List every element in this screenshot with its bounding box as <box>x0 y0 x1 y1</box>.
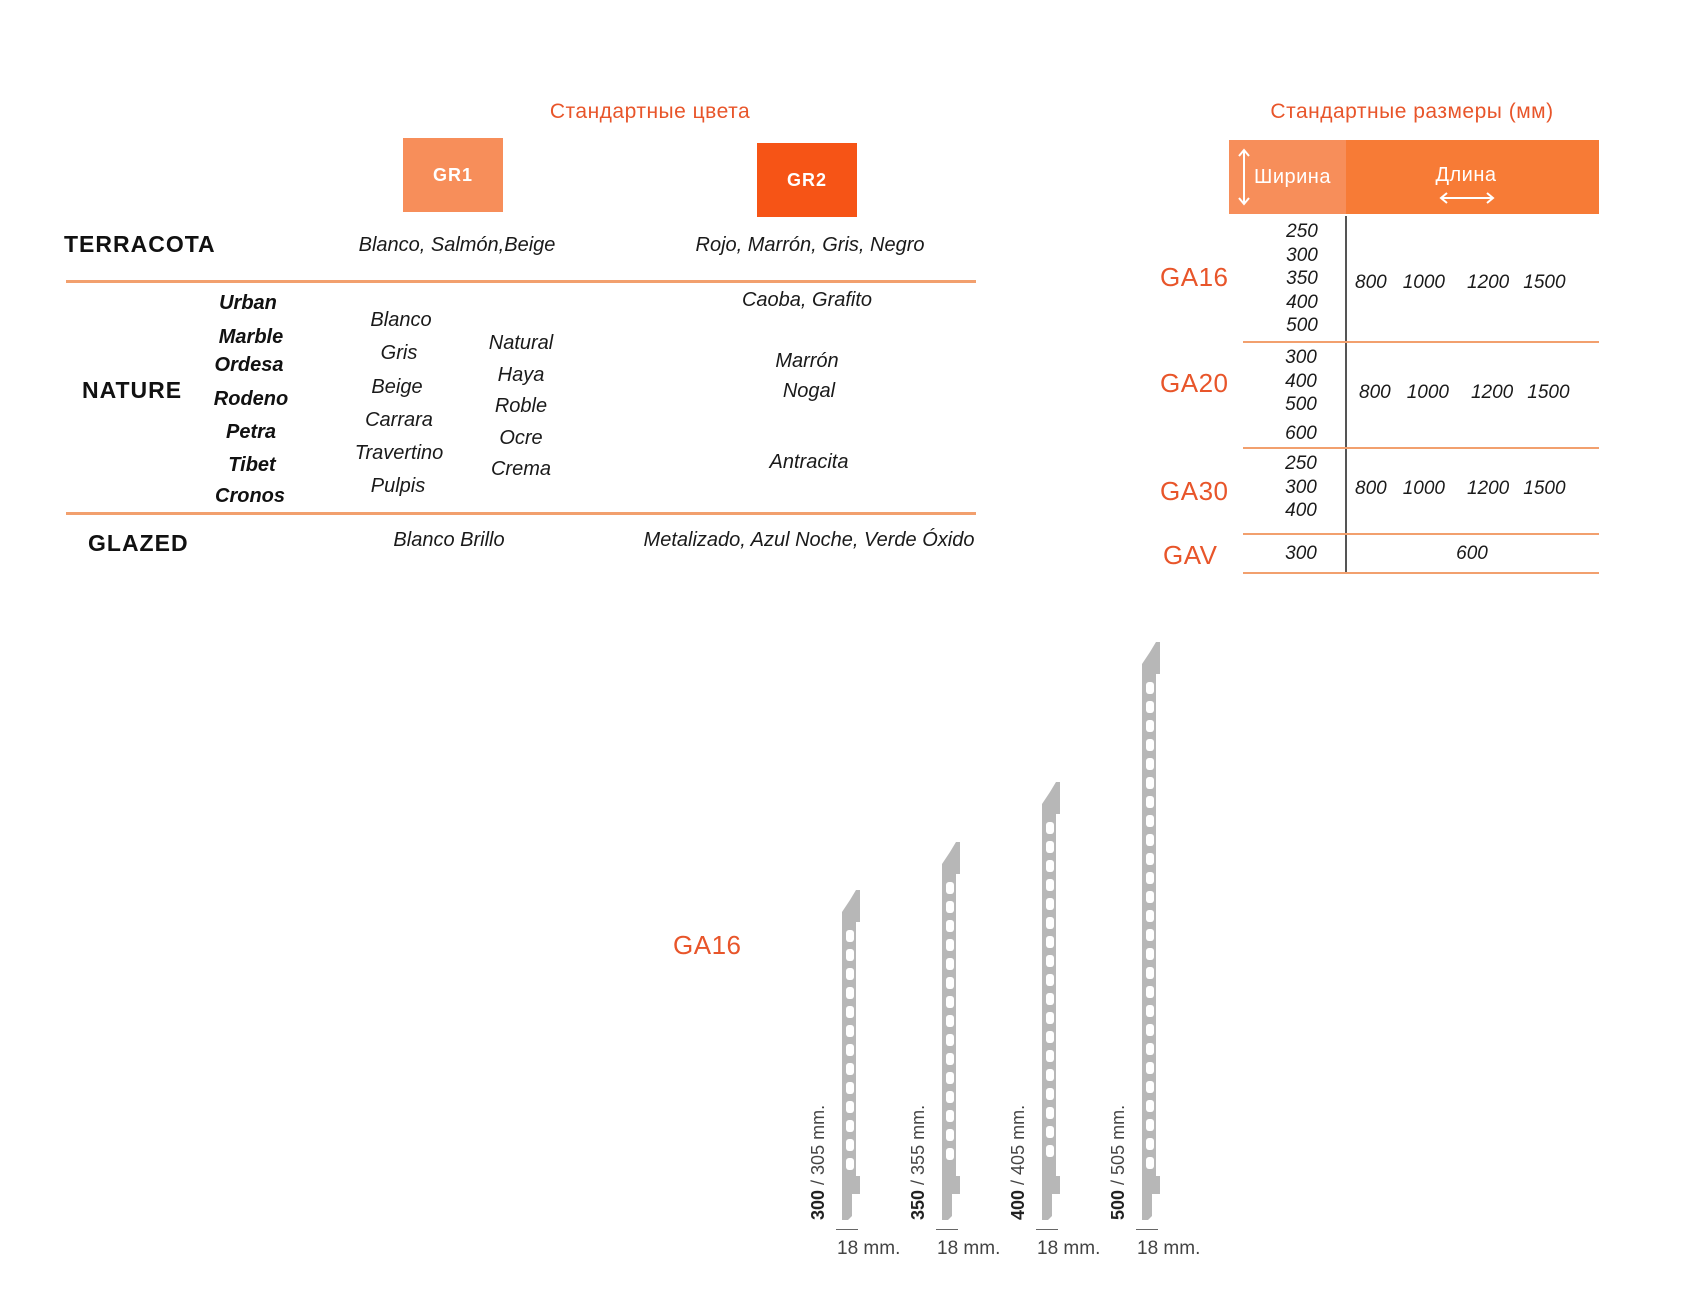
profile-hole <box>1046 1050 1054 1062</box>
length-value: 1500 <box>1523 272 1566 293</box>
profile-hole <box>1146 701 1154 713</box>
sizes-title: Стандартные размеры (мм) <box>1270 100 1554 123</box>
profile-350 <box>942 842 960 1220</box>
length-value: 800 <box>1355 478 1387 499</box>
ga16-widths <box>1286 220 1318 338</box>
colors-title: Стандартные цвета <box>549 100 751 123</box>
width-value: 500 <box>1285 394 1317 415</box>
width-value: 400 <box>1286 291 1318 313</box>
profile-300 <box>842 890 860 1220</box>
nature-gr1-crema: Crema <box>490 458 552 480</box>
divider-ga30 <box>1243 533 1599 535</box>
profile-hole <box>846 968 854 980</box>
gav-length: 600 <box>1456 543 1488 564</box>
profile-hole <box>946 939 954 951</box>
divider-ga20 <box>1243 447 1599 449</box>
nature-series-cronos: Cronos <box>215 485 285 507</box>
profile-hole <box>846 1082 854 1094</box>
profile-hole <box>946 996 954 1008</box>
profile-hole <box>1146 815 1154 827</box>
profile-hole <box>846 1044 854 1056</box>
profile-hole <box>1046 1107 1054 1119</box>
nature-gr1-ocre: Ocre <box>499 427 543 449</box>
nature-series-ordesa: Ordesa <box>214 354 284 376</box>
profile-hole <box>1146 1138 1154 1150</box>
terracota-gr2-colors: Rojo, Marrón, Gris, Negro <box>695 234 925 256</box>
profile-hole <box>946 882 954 894</box>
divider-nature <box>66 512 976 515</box>
nature-gr1-travertino: Travertino <box>354 442 444 464</box>
width-value: 400 <box>1285 370 1317 392</box>
gav-width: 300 <box>1285 543 1317 564</box>
ga20-lengths <box>1359 382 1570 404</box>
length-value: 1500 <box>1523 478 1566 499</box>
profile-hole <box>1146 796 1154 808</box>
profile-hole <box>846 1158 854 1170</box>
width-value: 600 <box>1285 422 1317 444</box>
thickness-400: 18 mm. <box>1037 1238 1101 1259</box>
profiles-label: GA16 <box>673 930 742 960</box>
nature-series-urban: Urban <box>219 292 277 314</box>
length-value: 1500 <box>1527 382 1570 403</box>
width-value: 300 <box>1285 476 1317 498</box>
code-ga30: GA30 <box>1160 476 1229 506</box>
profile-hole <box>1146 777 1154 789</box>
profile-hole <box>946 1110 954 1122</box>
nature-gr1-natural: Natural <box>488 332 554 354</box>
swatch-gr1 <box>403 138 503 212</box>
length-value: 1200 <box>1466 272 1510 293</box>
header-length-label: Длина <box>1435 164 1497 186</box>
width-value: 350 <box>1286 268 1318 289</box>
thickness-tick <box>1136 1229 1158 1230</box>
profile-hole <box>1146 929 1154 941</box>
profile-hole <box>946 920 954 932</box>
length-value: 1000 <box>1406 382 1449 403</box>
nature-gr1-haya: Haya <box>497 364 545 386</box>
code-gav: GAV <box>1163 540 1218 570</box>
width-value: 300 <box>1286 244 1318 266</box>
ga20-widths <box>1285 346 1317 445</box>
category-terracota: TERRACOTA <box>64 231 216 257</box>
profile-hole <box>1146 891 1154 903</box>
horizontal-arrow-icon <box>1439 191 1495 205</box>
profile-hole <box>846 1101 854 1113</box>
profile-hole <box>846 1006 854 1018</box>
profile-hole <box>1146 720 1154 732</box>
swatch-gr1-label: GR1 <box>432 164 473 185</box>
nature-gr1-beige: Beige <box>371 376 423 398</box>
profile-hole <box>1146 910 1154 922</box>
ga30-lengths <box>1355 478 1566 500</box>
profile-dimension-300 <box>808 1105 829 1220</box>
profile-hole <box>1146 967 1154 979</box>
profile-hole <box>946 1072 954 1084</box>
width-value: 500 <box>1286 315 1318 336</box>
divider-ga16 <box>1243 341 1599 343</box>
profile-hole <box>946 958 954 970</box>
category-glazed: GLAZED <box>88 530 189 556</box>
profile-hole <box>846 1139 854 1151</box>
profile-hole <box>1046 1012 1054 1024</box>
profile-hole <box>1046 1126 1054 1138</box>
nature-series-petra: Petra <box>225 421 277 443</box>
profile-hole <box>1146 948 1154 960</box>
terracota-gr1-colors: Blanco, Salmón,Beige <box>358 234 556 256</box>
nature-series-tibet: Tibet <box>228 454 276 476</box>
profile-hole <box>1146 834 1154 846</box>
profile-hole <box>1046 860 1054 872</box>
profile-hole <box>846 987 854 999</box>
profile-hole <box>1046 955 1054 967</box>
profile-hole <box>1146 1005 1154 1017</box>
length-value: 1200 <box>1466 478 1510 499</box>
profile-hole <box>1146 682 1154 694</box>
profile-dimension-350 <box>908 1105 929 1220</box>
profile-hole <box>1046 822 1054 834</box>
length-value: 1200 <box>1470 382 1514 403</box>
header-width-cell <box>1229 140 1346 214</box>
width-value: 300 <box>1285 347 1317 368</box>
profile-hole <box>946 1034 954 1046</box>
profile-hole <box>846 949 854 961</box>
width-value: 250 <box>1286 221 1318 242</box>
thickness-350: 18 mm. <box>937 1238 1001 1259</box>
thickness-300: 18 mm. <box>837 1238 901 1259</box>
nature-gr2-antracita: Antracita <box>769 451 849 473</box>
profile-hole <box>1146 872 1154 884</box>
profile-hole <box>1146 739 1154 751</box>
profile-hole <box>1046 917 1054 929</box>
thickness-tick <box>936 1229 958 1230</box>
profile-hole <box>946 1053 954 1065</box>
vertical-arrow-icon <box>1237 147 1251 207</box>
profile-hole <box>1146 1062 1154 1074</box>
nature-series-rodeno: Rodeno <box>213 388 289 410</box>
nature-series-marble: Marble <box>218 326 284 348</box>
swatch-gr2 <box>757 143 857 217</box>
profile-hole <box>1146 758 1154 770</box>
profile-hole <box>1046 1031 1054 1043</box>
profile-dimension-400 <box>1008 1105 1029 1220</box>
profile-hole <box>1146 1081 1154 1093</box>
profile-500 <box>1142 642 1160 1220</box>
divider-gav <box>1243 572 1599 574</box>
profile-hole <box>1146 986 1154 998</box>
dimension-bold: 300 <box>808 1189 828 1220</box>
profile-hole <box>1046 879 1054 891</box>
dimension-rest: / 505 mm. <box>1108 1104 1128 1190</box>
sizes-vertical-divider <box>1345 216 1347 574</box>
dimension-rest: / 355 mm. <box>908 1104 928 1190</box>
profile-hole <box>846 1063 854 1075</box>
header-length-cell <box>1346 140 1599 214</box>
profile-hole <box>946 977 954 989</box>
swatch-gr2-label: GR2 <box>786 169 827 190</box>
nature-gr2-nogal: Nogal <box>782 380 836 402</box>
code-ga16: GA16 <box>1160 262 1229 292</box>
length-value: 1000 <box>1402 272 1445 293</box>
profile-dimension-500 <box>1108 1105 1129 1220</box>
nature-gr1-roble: Roble <box>494 395 548 417</box>
nature-gr1-gris: Gris <box>380 342 418 364</box>
dimension-bold: 500 <box>1108 1189 1128 1220</box>
profile-hole <box>946 1015 954 1027</box>
nature-gr1-pulpis: Pulpis <box>370 475 426 497</box>
profile-hole <box>1046 974 1054 986</box>
profile-hole <box>1146 853 1154 865</box>
dimension-rest: / 405 mm. <box>1008 1104 1028 1190</box>
divider-terracota <box>66 280 976 283</box>
profile-body <box>942 842 960 1220</box>
profile-hole <box>1046 1145 1054 1157</box>
profile-hole <box>1146 1119 1154 1131</box>
dimension-bold: 350 <box>908 1189 928 1220</box>
header-width-label: Ширина <box>1254 166 1331 188</box>
length-value: 800 <box>1359 382 1391 403</box>
nature-gr2-marron: Marrón <box>775 350 839 372</box>
width-value: 250 <box>1285 453 1317 474</box>
length-value: 800 <box>1355 272 1387 293</box>
profile-hole <box>946 1129 954 1141</box>
profile-hole <box>846 1120 854 1132</box>
code-ga20: GA20 <box>1160 368 1229 398</box>
glazed-gr2-colors: Metalizado, Azul Noche, Verde Óxido <box>643 529 975 551</box>
profile-hole <box>946 1148 954 1160</box>
ga30-widths <box>1285 452 1317 523</box>
profile-hole <box>1146 1100 1154 1112</box>
nature-gr1-carrara: Carrara <box>365 409 433 431</box>
profile-hole <box>1046 1069 1054 1081</box>
nature-gr2-caoba-grafito: Caoba, Grafito <box>741 289 873 311</box>
profile-hole <box>1046 993 1054 1005</box>
profile-hole <box>1046 936 1054 948</box>
width-value: 400 <box>1285 500 1317 521</box>
nature-gr1-blanco: Blanco <box>370 309 432 331</box>
dimension-bold: 400 <box>1008 1189 1028 1220</box>
profile-hole <box>1146 1024 1154 1036</box>
profile-hole <box>1146 1043 1154 1055</box>
profile-hole <box>946 1091 954 1103</box>
thickness-500: 18 mm. <box>1137 1238 1201 1259</box>
ga16-lengths <box>1355 272 1566 294</box>
category-nature: NATURE <box>82 377 183 403</box>
profile-hole <box>1046 841 1054 853</box>
profile-hole <box>1046 1088 1054 1100</box>
profile-hole <box>846 930 854 942</box>
profile-hole <box>946 901 954 913</box>
thickness-tick <box>836 1229 858 1230</box>
profile-hole <box>1146 1157 1154 1169</box>
profile-hole <box>1046 898 1054 910</box>
glazed-gr1-colors: Blanco Brillo <box>393 529 505 551</box>
dimension-rest: / 305 mm. <box>808 1104 828 1190</box>
length-value: 1000 <box>1402 478 1445 499</box>
profile-400 <box>1042 782 1060 1220</box>
profile-hole <box>846 1025 854 1037</box>
thickness-tick <box>1036 1229 1058 1230</box>
